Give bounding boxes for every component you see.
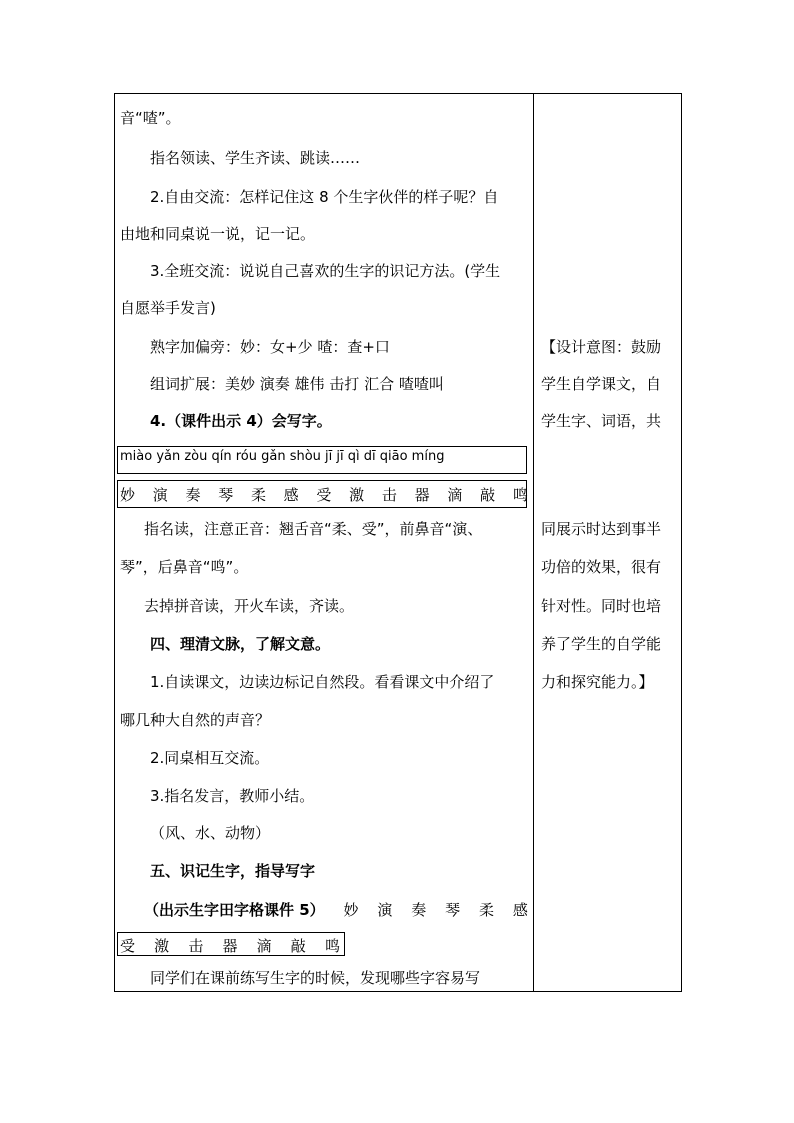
courseware-label: （出示生字田字格课件 5） <box>144 901 325 919</box>
text-line: 由地和同桌说一说，记一记。 <box>120 225 316 243</box>
character: 奏 <box>185 486 201 504</box>
character: 滴 <box>256 937 272 955</box>
text-line: 2.同桌相互交流。 <box>150 749 270 767</box>
text-line: （风、水、动物） <box>150 824 271 842</box>
character: 器 <box>414 486 430 504</box>
pinyin-row: miào yǎn zòu qín róu gǎn shòu jī jī qì dī qiāo míng <box>120 449 445 464</box>
text-line: 1.自读课文，边读边标记自然段。看看课文中介绍了 <box>150 673 495 691</box>
character: 妙 <box>120 486 136 504</box>
character: 击 <box>188 937 204 955</box>
design-note-line: 功倍的效果，很有 <box>541 558 662 576</box>
character: 琴 <box>218 486 234 504</box>
characters-row <box>120 484 528 505</box>
character: 演 <box>377 901 393 919</box>
section-heading: 四、理清文脉，了解文意。 <box>150 635 331 653</box>
character: 激 <box>154 937 170 955</box>
text-line: 去掉拼音读，开火车读，齐读。 <box>144 597 355 615</box>
character: 激 <box>349 486 365 504</box>
text-line: 自愿举手发言) <box>120 299 216 317</box>
text-line: 4.（课件出示 4）会写字。 <box>150 412 332 430</box>
text-line: 熟字加偏旁：妙：女+少 喳：查+口 <box>150 338 390 356</box>
text-line: 3.指名发言，教师小结。 <box>150 787 315 805</box>
character: 感 <box>512 901 528 919</box>
character: 琴 <box>445 901 461 919</box>
column-divider <box>533 93 534 992</box>
characters-row-2 <box>120 935 340 956</box>
text-line: 琴”，后鼻音“鸣”。 <box>120 558 249 576</box>
design-note-line: 针对性。同时也培 <box>541 597 662 615</box>
character: 器 <box>222 937 238 955</box>
character: 柔 <box>250 486 266 504</box>
character: 感 <box>283 486 299 504</box>
design-note-line: 【设计意图：鼓励 <box>541 338 662 356</box>
text-line: 哪几种大自然的声音？ <box>120 711 271 729</box>
character: 滴 <box>447 486 463 504</box>
character: 演 <box>152 486 168 504</box>
text-line: 指名读，注意正音：翘舌音“柔、受”，前鼻音“演、 <box>144 520 483 538</box>
text-line: 2.自由交流：怎样记住这 8 个生字伙伴的样子呢？自 <box>150 188 499 206</box>
character: 妙 <box>343 901 359 919</box>
design-note-line: 力和探究能力。】 <box>541 673 654 691</box>
character: 奏 <box>411 901 427 919</box>
character: 敲 <box>480 486 496 504</box>
design-note-line: 同展示时达到事半 <box>541 520 662 538</box>
design-note-line: 养了学生的自学能 <box>541 635 662 653</box>
section-heading: 五、识记生字，指导写字 <box>150 862 316 880</box>
text-line: 组词扩展：美妙 演奏 雄伟 击打 汇合 喳喳叫 <box>150 375 444 393</box>
text-line: 3.全班交流：说说自己喜欢的生字的识记方法。(学生 <box>150 262 501 280</box>
character: 鸣 <box>324 937 340 955</box>
design-note-line: 学生字、词语，共 <box>541 412 662 430</box>
text-line: 指名领读、学生齐读、跳读…… <box>150 149 361 167</box>
text-line: 音“喳”。 <box>120 109 181 127</box>
courseware-line <box>144 899 528 920</box>
character: 受 <box>120 937 136 955</box>
character: 击 <box>381 486 397 504</box>
character: 柔 <box>479 901 495 919</box>
character: 鸣 <box>512 486 528 504</box>
character: 敲 <box>290 937 306 955</box>
text-line: 同学们在课前练写生字的时候，发现哪些字容易写 <box>150 969 481 987</box>
character: 受 <box>316 486 332 504</box>
design-note-line: 学生自学课文，自 <box>541 375 662 393</box>
